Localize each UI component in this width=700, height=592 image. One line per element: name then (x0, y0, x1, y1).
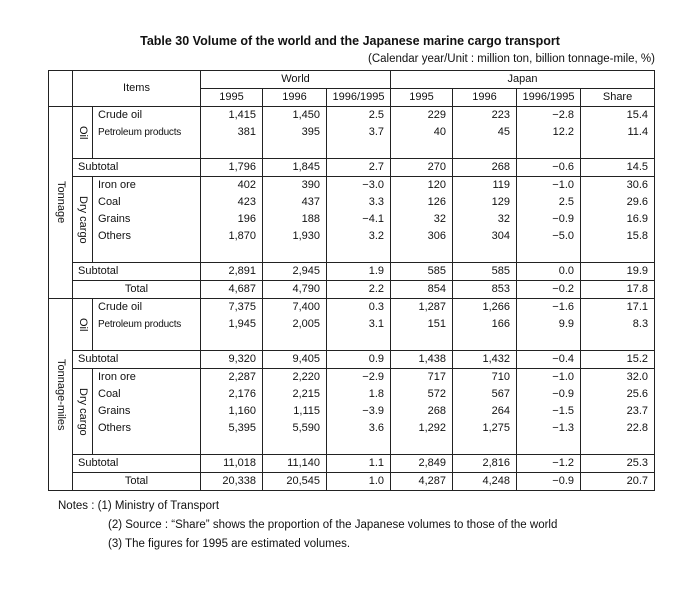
value-cell: 15.2 (581, 351, 655, 369)
value-cell: 23.7 (581, 403, 655, 420)
value-cell: 717 (391, 369, 453, 387)
table-row (49, 177, 655, 195)
value-cell: 4,248 (453, 473, 517, 491)
value-cell: 3.3 (327, 194, 391, 211)
value-cell: −0.2 (517, 281, 581, 299)
item-label: Coal (93, 386, 201, 403)
table-row (49, 211, 655, 228)
group-label-oil: Oil (73, 107, 93, 159)
value-cell: 4,287 (391, 473, 453, 491)
value-cell: 8.3 (581, 316, 655, 333)
value-cell: 3.1 (327, 316, 391, 333)
value-cell: 2,816 (453, 455, 517, 473)
value-cell: 0.3 (327, 299, 391, 317)
value-cell: 9.9 (517, 316, 581, 333)
value-cell: −1.2 (517, 455, 581, 473)
value-cell: 5,590 (263, 420, 327, 437)
header-col: 1996/1995 (327, 89, 391, 107)
table-row (49, 369, 655, 387)
value-cell: 119 (453, 177, 517, 195)
value-cell: 3.7 (327, 124, 391, 141)
value-cell: 22.8 (581, 420, 655, 437)
header-col: 1996/1995 (517, 89, 581, 107)
value-cell: 1,266 (453, 299, 517, 317)
item-label: Grains (93, 403, 201, 420)
total-label: Total (73, 281, 201, 299)
value-cell: 29.6 (581, 194, 655, 211)
value-cell: 4,687 (201, 281, 263, 299)
value-cell: 304 (453, 228, 517, 245)
unit-note: (Calendar year/Unit : million ton, billion tonnage-mile, %) (368, 53, 655, 65)
header-col: Share (581, 89, 655, 107)
table-row (49, 386, 655, 403)
value-cell: 264 (453, 403, 517, 420)
value-cell: 11.4 (581, 124, 655, 141)
value-cell: −1.6 (517, 299, 581, 317)
note-3: (3) The figures for 1995 are estimated volumes. (108, 538, 351, 550)
value-cell: −3.0 (327, 177, 391, 195)
value-cell: 1,160 (201, 403, 263, 420)
total-label: Total (73, 473, 201, 491)
value-cell: 710 (453, 369, 517, 387)
value-cell: 2,220 (263, 369, 327, 387)
cargo-table (48, 70, 655, 491)
value-cell: 2.5 (517, 194, 581, 211)
value-cell: 2.7 (327, 159, 391, 177)
item-label: Crude oil (93, 107, 201, 125)
value-cell: 1,438 (391, 351, 453, 369)
value-cell: −0.6 (517, 159, 581, 177)
header-col: 1995 (201, 89, 263, 107)
value-cell: 4,790 (263, 281, 327, 299)
notes (58, 497, 557, 554)
value-cell: 1,796 (201, 159, 263, 177)
value-cell: 2.2 (327, 281, 391, 299)
note-1: Notes : (1) Ministry of Transport (58, 500, 220, 512)
value-cell: 223 (453, 107, 517, 125)
value-cell: 2,005 (263, 316, 327, 333)
table-row (49, 107, 655, 125)
value-cell: 390 (263, 177, 327, 195)
table-row (49, 124, 655, 141)
table-row (49, 316, 655, 333)
group-label-oil: Oil (73, 299, 93, 351)
spacer-row (49, 245, 655, 263)
table-row (49, 299, 655, 317)
value-cell: 2,176 (201, 386, 263, 403)
value-cell: 567 (453, 386, 517, 403)
value-cell: −0.9 (517, 386, 581, 403)
table-row (49, 403, 655, 420)
item-label: Iron ore (93, 369, 201, 387)
value-cell: 306 (391, 228, 453, 245)
value-cell: 1,450 (263, 107, 327, 125)
value-cell: 2,891 (201, 263, 263, 281)
value-cell: 126 (391, 194, 453, 211)
value-cell: 1,870 (201, 228, 263, 245)
value-cell: 381 (201, 124, 263, 141)
value-cell: 15.8 (581, 228, 655, 245)
value-cell: 9,320 (201, 351, 263, 369)
item-label: Grains (93, 211, 201, 228)
subtotal-row (49, 455, 655, 473)
value-cell: 3.2 (327, 228, 391, 245)
item-label: Others (93, 420, 201, 437)
section-label: Tonnage-miles (49, 299, 73, 491)
value-cell: 395 (263, 124, 327, 141)
value-cell: 402 (201, 177, 263, 195)
item-label: Coal (93, 194, 201, 211)
group-label-dry-cargo: Dry cargo (73, 177, 93, 263)
value-cell: −2.8 (517, 107, 581, 125)
table-row (49, 194, 655, 211)
value-cell: 32.0 (581, 369, 655, 387)
value-cell: 854 (391, 281, 453, 299)
value-cell: 20,545 (263, 473, 327, 491)
value-cell: −0.9 (517, 473, 581, 491)
value-cell: 20,338 (201, 473, 263, 491)
value-cell: −4.1 (327, 211, 391, 228)
value-cell: 423 (201, 194, 263, 211)
value-cell: 16.9 (581, 211, 655, 228)
value-cell: 268 (391, 403, 453, 420)
value-cell: −0.4 (517, 351, 581, 369)
value-cell: 268 (453, 159, 517, 177)
group-label-dry-cargo: Dry cargo (73, 369, 93, 455)
value-cell: −0.9 (517, 211, 581, 228)
value-cell: 120 (391, 177, 453, 195)
value-cell: 45 (453, 124, 517, 141)
value-cell: 1,292 (391, 420, 453, 437)
header-world: World (201, 71, 391, 89)
value-cell: 129 (453, 194, 517, 211)
value-cell: 2,849 (391, 455, 453, 473)
value-cell: −5.0 (517, 228, 581, 245)
item-label: Petroleum products (93, 316, 201, 333)
value-cell: 9,405 (263, 351, 327, 369)
value-cell: 270 (391, 159, 453, 177)
value-cell: 0.9 (327, 351, 391, 369)
item-label: Others (93, 228, 201, 245)
value-cell: 437 (263, 194, 327, 211)
value-cell: 7,400 (263, 299, 327, 317)
value-cell: 15.4 (581, 107, 655, 125)
table-row (49, 420, 655, 437)
header-japan: Japan (391, 71, 655, 89)
section-label: Tonnage (49, 107, 73, 299)
spacer-row (49, 437, 655, 455)
total-row (49, 473, 655, 491)
value-cell: 2,215 (263, 386, 327, 403)
value-cell: 1,415 (201, 107, 263, 125)
value-cell: 12.2 (517, 124, 581, 141)
value-cell: 0.0 (517, 263, 581, 281)
value-cell: 14.5 (581, 159, 655, 177)
value-cell: 11,018 (201, 455, 263, 473)
value-cell: 1,287 (391, 299, 453, 317)
value-cell: 2,287 (201, 369, 263, 387)
value-cell: 30.6 (581, 177, 655, 195)
value-cell: 1,115 (263, 403, 327, 420)
header-row-groups (49, 71, 655, 89)
value-cell: 17.8 (581, 281, 655, 299)
table-row (49, 228, 655, 245)
note-2: (2) Source : “Share” shows the proportion of the Japanese volumes to those of the world (108, 519, 558, 531)
item-label: Iron ore (93, 177, 201, 195)
header-col: 1996 (453, 89, 517, 107)
subtotal-label: Subtotal (73, 159, 201, 177)
value-cell: 1,945 (201, 316, 263, 333)
total-row (49, 281, 655, 299)
value-cell: 40 (391, 124, 453, 141)
value-cell: 196 (201, 211, 263, 228)
value-cell: 166 (453, 316, 517, 333)
value-cell: 20.7 (581, 473, 655, 491)
subtotal-label: Subtotal (73, 455, 201, 473)
subtotal-row (49, 351, 655, 369)
value-cell: 1.9 (327, 263, 391, 281)
value-cell: 1.1 (327, 455, 391, 473)
value-cell: 17.1 (581, 299, 655, 317)
value-cell: −1.0 (517, 369, 581, 387)
value-cell: 3.6 (327, 420, 391, 437)
value-cell: 2.5 (327, 107, 391, 125)
header-col: 1996 (263, 89, 327, 107)
value-cell: 32 (391, 211, 453, 228)
value-cell: 1,845 (263, 159, 327, 177)
header-col: 1995 (391, 89, 453, 107)
spacer-row (49, 141, 655, 159)
item-label: Petroleum products (93, 124, 201, 141)
subtotal-row (49, 263, 655, 281)
value-cell: 853 (453, 281, 517, 299)
value-cell: 1,432 (453, 351, 517, 369)
value-cell: 188 (263, 211, 327, 228)
value-cell: 585 (453, 263, 517, 281)
spacer-row (49, 333, 655, 351)
table-title: Table 30 Volume of the world and the Japanese marine cargo transport (140, 34, 560, 48)
value-cell: 1.0 (327, 473, 391, 491)
value-cell: 1,275 (453, 420, 517, 437)
value-cell: 19.9 (581, 263, 655, 281)
subtotal-row (49, 159, 655, 177)
value-cell: 229 (391, 107, 453, 125)
value-cell: −1.3 (517, 420, 581, 437)
value-cell: 1,930 (263, 228, 327, 245)
value-cell: −3.9 (327, 403, 391, 420)
value-cell: 11,140 (263, 455, 327, 473)
header-items: Items (73, 71, 201, 107)
value-cell: −1.0 (517, 177, 581, 195)
value-cell: 585 (391, 263, 453, 281)
item-label: Crude oil (93, 299, 201, 317)
value-cell: 151 (391, 316, 453, 333)
subtotal-label: Subtotal (73, 263, 201, 281)
value-cell: 572 (391, 386, 453, 403)
value-cell: 5,395 (201, 420, 263, 437)
value-cell: 32 (453, 211, 517, 228)
value-cell: 25.3 (581, 455, 655, 473)
value-cell: −2.9 (327, 369, 391, 387)
value-cell: 2,945 (263, 263, 327, 281)
subtotal-label: Subtotal (73, 351, 201, 369)
value-cell: −1.5 (517, 403, 581, 420)
value-cell: 1.8 (327, 386, 391, 403)
value-cell: 7,375 (201, 299, 263, 317)
value-cell: 25.6 (581, 386, 655, 403)
